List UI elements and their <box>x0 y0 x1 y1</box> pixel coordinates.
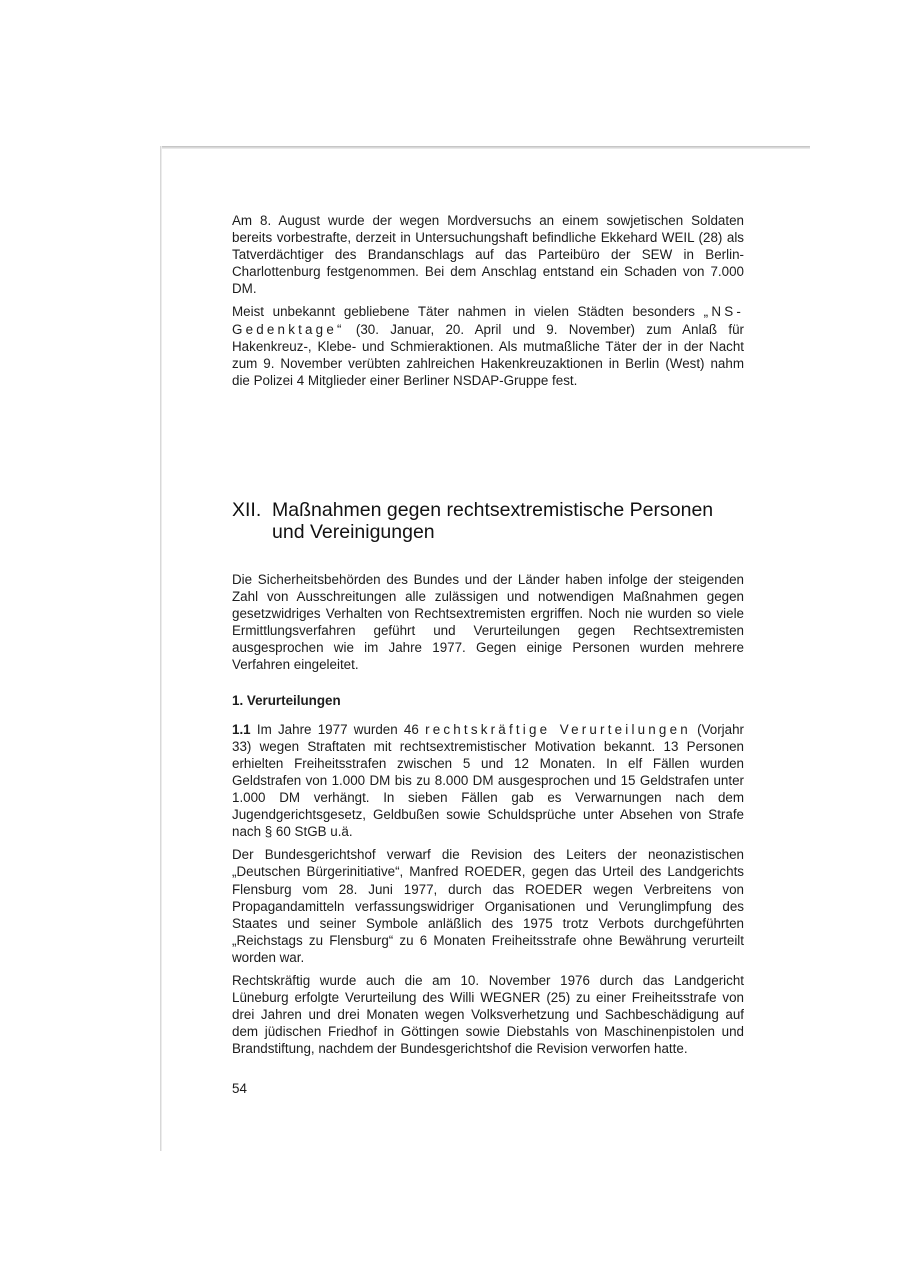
paragraph-weil-arrest: Am 8. August wurde der wegen Mordversuchs an einem sowjetischen Soldaten bereits vorbestrafte, derzeit in Untersuchungshaft befindliche Ekkehard WEIL (28) als Tatverdächtiger des Brandanschlags auf das Parteibüro der SEW in Berlin-Charlottenburg festgenommen. Bei dem Anschlag entstand ein Schaden von 7.000 DM. <box>232 213 744 297</box>
page-edge-top <box>160 146 810 149</box>
top-text-block <box>232 212 744 389</box>
spaced-emphasis-ns-gedenktage: „NS-Gedenktage“ <box>232 304 744 337</box>
section-number: XII. <box>232 499 262 521</box>
paragraph-verurteilungen-rest: (Vorjahr 33) wegen Straftaten mit rechtsextremistischer Motivation bekannt. 13 Personen erhielten Freiheitsstrafen zwischen 5 und 12 Monaten. In elf Fällen wurden Geldstrafen von 1.000 DM bis zu 8.000 DM ausgesprochen und 15 Geldstrafen unter 1.000 DM verhängt. In sieben Fällen gab es Verwarnungen nach dem Jugendgerichtsgesetz, Geldbußen sowie Schuldsprüche unter Absehen von Strafe nach § 60 StGB u.ä. <box>232 721 744 840</box>
paragraph-wegner: Rechtskräftig wurde auch die am 10. November 1976 durch das Landgericht Lüneburg erfolgte Verurteilung des Willi WEGNER (25) zu einer Freiheitsstrafe von drei Jahren und drei Monaten wegen Volksverhetzung und Sachbeschädigung auf dem jüdischen Friedhof in Göttingen sowie Diebstahls von Maschinenpistolen und Brandstiftung, nachdem der Bundesgerichtshof die Revision verworfen hatte. <box>232 972 744 1057</box>
page-number: 54 <box>232 1081 247 1096</box>
paragraph-ns-gedenktage-intro: Meist unbekannt gebliebene Täter nahmen in vielen Städten besonders <box>232 304 695 320</box>
section-body <box>232 571 744 1057</box>
section-heading <box>232 499 752 543</box>
spaced-emphasis-verurteilungen: rechtskräftige Verurteilungen <box>425 721 691 737</box>
page-edge-left <box>160 146 162 1151</box>
subsection-heading: 1. Verurteilungen <box>232 692 341 708</box>
section-title-line2: und Vereinigungen <box>272 521 435 543</box>
section-title-line1: Maßnahmen gegen rechtsextremistische Personen <box>272 499 714 521</box>
paragraph-ns-gedenktage-rest: (30. Januar, 20. April und 9. November) zum Anlaß für Hakenkreuz-, Klebe- und Schmieraktionen. Als mutmaßliche Täter der in der Nacht zum 9. November verübten zahlreichen Hakenkreuzaktionen in Berlin (West) nahm die Polizei 4 Mitglieder einer Berliner NSDAP-Gruppe fest. <box>232 321 744 388</box>
paragraph-verurteilungen <box>232 721 744 841</box>
paragraph-ns-gedenktage <box>232 303 744 388</box>
paragraph-verurteilungen-intro: Im Jahre 1977 wurden 46 <box>250 721 426 737</box>
paragraph-roeder: Der Bundesgerichtshof verwarf die Revision des Leiters der neonazistischen „Deutschen Bürgerinitiative“, Manfred ROEDER, gegen das Urteil des Landgerichts Flensburg vom 28. Juni 1977, durch das ROEDER wegen Verbreitens von Propagandamitteln verfassungswidriger Organisationen und Verunglimpfung des Staates und seiner Symbole anläßlich des 1975 trotz Verbots durchgeführten „Reichstags zu Flensburg“ zu 6 Monaten Freiheitsstrafe ohne Bewährung verurteilt worden war. <box>232 847 744 965</box>
paragraph-intro: Die Sicherheitsbehörden des Bundes und der Länder haben infolge der steigenden Zahl von Ausschreitungen alle zulässigen und notwendigen Maßnahmen gegen gesetzwidriges Verhalten von Rechtsextremisten ergriffen. Noch nie wurden so viele Ermittlungsverfahren geführt und Verurteilungen gegen Rechtsextremisten ausgesprochen wie im Jahre 1977. Gegen einige Personen wurden mehrere Verfahren eingeleitet. <box>232 572 744 673</box>
paragraph-number: 1.1 <box>232 721 251 737</box>
